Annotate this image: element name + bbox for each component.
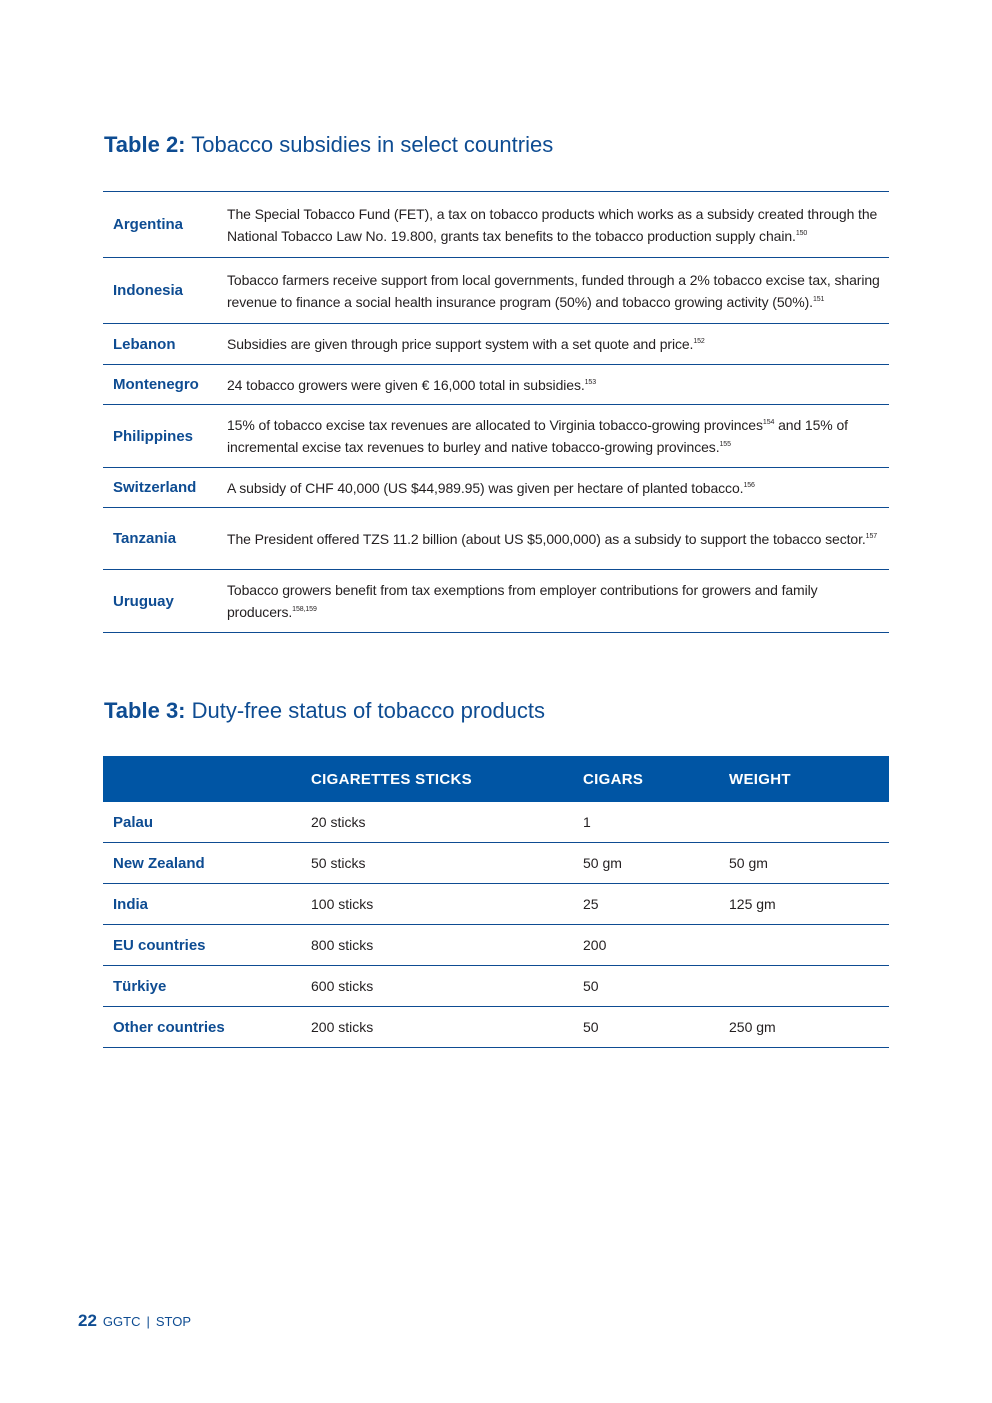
cigarettes-cell: 200 sticks	[311, 1007, 583, 1048]
footnote-ref: 151	[812, 295, 825, 303]
country-cell: Montenegro	[103, 365, 227, 405]
country-cell: Palau	[103, 802, 311, 843]
description-text: Subsidies are given through price support system with a set quote and price.	[227, 336, 694, 352]
table-row	[103, 802, 889, 843]
footnote-ref: 153	[584, 378, 597, 386]
country-cell: Other countries	[103, 1007, 311, 1048]
header-cell-cigars: CIGARS	[583, 756, 729, 802]
table-row	[103, 1007, 889, 1048]
table-row	[103, 192, 889, 258]
cigars-cell: 200	[583, 925, 729, 966]
page-number: 22	[78, 1311, 97, 1330]
footnote-ref: 154	[762, 419, 775, 426]
header-cell-cigarettes: CIGARETTES STICKS	[311, 756, 583, 802]
table-row	[103, 925, 889, 966]
footer-org-stop: STOP	[155, 1314, 192, 1329]
description-text: and 15% of incremental excise tax revenues to burley and native tobacco-growing provinces.	[227, 417, 848, 455]
country-cell: Philippines	[103, 405, 227, 468]
footnote-ref: 157	[865, 532, 878, 540]
table-2-number: Table 2:	[104, 132, 186, 157]
country-cell: Argentina	[103, 192, 227, 258]
table-3-title	[104, 698, 545, 724]
description-text: 15% of tobacco excise tax revenues are allocated to Virginia tobacco-growing provinces	[227, 417, 763, 433]
weight-cell	[729, 802, 889, 843]
description-cell	[227, 324, 889, 365]
description-cell	[227, 508, 889, 570]
table-3-caption: Duty-free status of tobacco products	[185, 698, 546, 723]
table-row	[103, 468, 889, 508]
cigars-cell: 25	[583, 884, 729, 925]
weight-cell: 50 gm	[729, 843, 889, 884]
footnote-ref: 152	[693, 338, 705, 345]
cigarettes-cell: 50 sticks	[311, 843, 583, 884]
table-row	[103, 365, 889, 405]
table-2-title	[104, 132, 553, 158]
cigarettes-cell: 600 sticks	[311, 966, 583, 1007]
description-text: The President offered TZS 11.2 billion (about US $5,000,000) as a subsidy to support the tobacco sector.	[227, 530, 866, 547]
description-cell	[227, 365, 889, 405]
cigars-cell: 50	[583, 1007, 729, 1048]
description-cell	[227, 570, 889, 633]
footnote-ref: 155	[719, 441, 731, 448]
page-footer	[78, 1311, 191, 1331]
description-cell	[227, 258, 889, 324]
table-header-row	[103, 756, 889, 802]
description-text: Tobacco farmers receive support from local governments, funded through a 2% tobacco excise tax, sharing revenue to finance a social health insurance program (50%) and tobacco growing activity (50%).	[227, 271, 880, 310]
country-cell: Türkiye	[103, 966, 311, 1007]
description-text: 24 tobacco growers were given € 16,000 total in subsidies.	[227, 376, 585, 393]
description-text: The Special Tobacco Fund (FET), a tax on tobacco products which works as a subsidy created through the National Tobacco Law No. 19.800, grants tax benefits to the tobacco production supply chain.	[227, 205, 878, 244]
duty-free-status-table	[103, 756, 889, 1048]
weight-cell: 250 gm	[729, 1007, 889, 1048]
weight-cell	[729, 925, 889, 966]
table-row	[103, 405, 889, 468]
description-cell	[227, 405, 889, 468]
weight-cell	[729, 966, 889, 1007]
country-cell: Indonesia	[103, 258, 227, 324]
description-cell	[227, 468, 889, 508]
country-cell: New Zealand	[103, 843, 311, 884]
country-cell: Lebanon	[103, 324, 227, 365]
table-row	[103, 508, 889, 570]
country-cell: Uruguay	[103, 570, 227, 633]
cigars-cell: 1	[583, 802, 729, 843]
cigarettes-cell: 20 sticks	[311, 802, 583, 843]
footnote-ref: 156	[743, 481, 755, 489]
weight-cell: 125 gm	[729, 884, 889, 925]
footer-org-ggtc: GGTC	[102, 1314, 141, 1329]
tobacco-subsidies-table	[103, 191, 889, 633]
table-row	[103, 966, 889, 1007]
table-row	[103, 570, 889, 633]
footer-separator: |	[146, 1314, 150, 1329]
footnote-ref: 158,159	[292, 606, 317, 613]
table-3-number: Table 3:	[104, 698, 186, 723]
description-text: Tobacco growers benefit from tax exemptions from employer contributions for growers and family producers.	[227, 582, 818, 620]
country-cell: India	[103, 884, 311, 925]
cigarettes-cell: 100 sticks	[311, 884, 583, 925]
table-row	[103, 843, 889, 884]
country-cell: Tanzania	[103, 508, 227, 570]
cigars-cell: 50	[583, 966, 729, 1007]
country-cell: EU countries	[103, 925, 311, 966]
footnote-ref: 150	[795, 229, 808, 237]
table-row	[103, 258, 889, 324]
header-cell-country	[103, 756, 311, 802]
cigars-cell: 50 gm	[583, 843, 729, 884]
cigarettes-cell: 800 sticks	[311, 925, 583, 966]
table-2-caption: Tobacco subsidies in select countries	[185, 132, 554, 157]
description-text: A subsidy of CHF 40,000 (US $44,989.95) was given per hectare of planted tobacco.	[227, 479, 744, 496]
country-cell: Switzerland	[103, 468, 227, 508]
table-row	[103, 324, 889, 365]
table-row	[103, 884, 889, 925]
description-cell	[227, 192, 889, 258]
header-cell-weight: WEIGHT	[729, 756, 889, 802]
